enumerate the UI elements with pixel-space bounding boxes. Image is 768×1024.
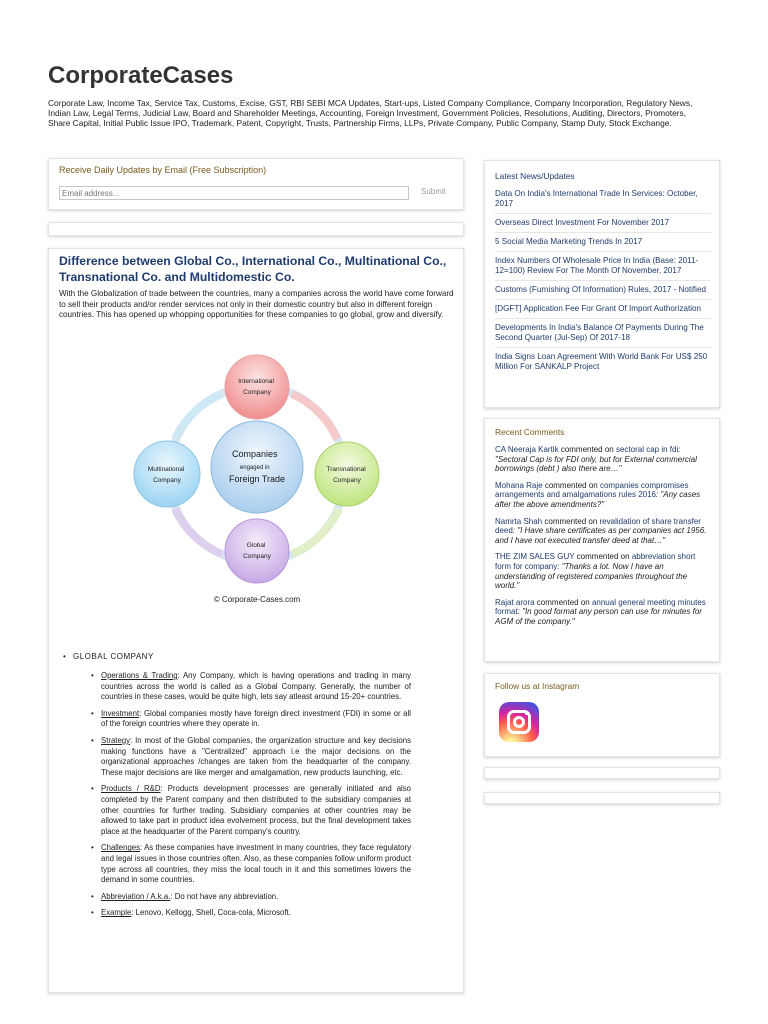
comment-post-link[interactable]: sectoral cap in fdi: [615, 445, 679, 454]
global-company-node: [225, 519, 289, 583]
post-title[interactable]: Difference between Global Co., International Co., Multinational Co., Transnational Co. and Multidomestic Co.: [59, 254, 447, 284]
email-input[interactable]: [59, 186, 409, 200]
empty-widget: [48, 222, 464, 236]
comment-author[interactable]: CA Neeraja Kartik: [495, 445, 559, 454]
submit-button[interactable]: Submit: [421, 187, 446, 196]
list-item: [101, 709, 411, 730]
multinational-label-1: Multinational: [147, 466, 185, 473]
post-article: [48, 248, 464, 993]
point-label: Products / R&D: [101, 784, 161, 794]
center-label-2: engaged in: [239, 465, 270, 471]
news-link[interactable]: Data On India's International Trade In Services: October, 2017: [495, 189, 711, 214]
comment-text: : "Any cases after the above amendments?": [495, 490, 701, 509]
instagram-title: Follow us at Instagram: [495, 681, 580, 691]
comment-connector: commented on: [534, 597, 592, 607]
comment-connector: commented on: [558, 445, 616, 454]
comment-text: : "I Have share certificates as per companies act 1956. and I have not executed transfer deed at that…": [495, 526, 707, 545]
comment-author[interactable]: THE ZIM SALES GUY: [495, 552, 575, 562]
subscribe-title: Receive Daily Updates by Email (Free Subscription): [59, 165, 267, 175]
global-label-2: Company: [243, 553, 271, 560]
point-label: Abbreviation / A.k.a.: [101, 891, 171, 901]
diagram-credit: © Corporate-Cases.com: [213, 595, 301, 604]
subscribe-widget: [48, 158, 464, 210]
list-item: [101, 908, 411, 919]
point-text: : Lenovo, Kellogg, Shell, Coca-cola, Microsoft.: [131, 908, 291, 918]
comment-connector: commented on: [542, 480, 600, 490]
list-item: [101, 892, 411, 903]
comment-text: : "Sectoral Cap is for FDI only, but for External commercial borrowings (debt ) also there are…": [495, 445, 697, 474]
list-item: [101, 784, 411, 837]
instagram-widget: [484, 673, 720, 757]
instagram-icon-dot: [525, 712, 528, 715]
ring-arc-top-left: [175, 394, 222, 439]
point-text: : Products development processes are generally initiated and also completed by the Parent company and then distributed to the subsidiary companies at other countries for further trading. Subsidiary companies at other countries may be allowed to take part in product idea evolvement process, but the final development takes place at the headquarter of the Parent company's country.: [101, 784, 412, 836]
list-item: [495, 517, 713, 546]
latest-news-widget: [484, 160, 720, 408]
point-text: : Do not have any abbreviation.: [170, 891, 279, 901]
multinational-label-2: Company: [153, 477, 181, 484]
list-item: [101, 671, 411, 703]
comment-post-link[interactable]: abbreviation short form for company: [495, 552, 696, 571]
ring-arc-top-right: [292, 394, 337, 439]
center-label-1: Companies: [232, 449, 278, 459]
site-header: [48, 62, 708, 129]
news-link[interactable]: 5 Social Media Marketing Trends In 2017: [495, 237, 711, 252]
news-link[interactable]: Developments In India's Balance Of Payments During The Second Quarter (Jul-Sep) Of 2017-18: [495, 323, 711, 348]
point-label: Strategy: [101, 735, 131, 745]
ring-arc-bottom-left: [175, 509, 222, 554]
news-link[interactable]: [DGFT] Application Fee For Grant Of Import Authorization: [495, 304, 711, 319]
point-label: Operations & Trading: [101, 671, 178, 680]
recent-comments-widget: [484, 418, 720, 662]
comment-connector: commented on: [574, 552, 632, 562]
news-link[interactable]: Customs (Furnishing Of Information) Rules, 2017 - Notified: [495, 285, 711, 300]
comment-connector: commented on: [542, 516, 600, 526]
list-item: [495, 552, 713, 590]
point-label: Challenges: [101, 843, 141, 853]
ring-arc-bottom-right: [292, 509, 339, 554]
comment-author[interactable]: Namrta Shah: [495, 516, 543, 526]
companies-diagram: [127, 354, 387, 604]
point-label: Investment: [101, 708, 140, 718]
comment-list: [495, 445, 713, 634]
site-title[interactable]: CorporateCases: [48, 62, 234, 89]
comment-author[interactable]: Rajat arora: [495, 597, 535, 607]
comments-title: Recent Comments: [495, 427, 565, 437]
list-item: [495, 445, 713, 474]
empty-widget: [484, 767, 720, 779]
comment-text: : "In good format any person can use for minutes for AGM of the company.": [495, 607, 702, 626]
transnational-label-2: Company: [333, 477, 361, 484]
point-text: : As these companies have investment in many countries, they face regulatory and legal issues in those countries often. Also, as these companies follow uniform product type across all countries, they miss the local touch in it and this sometimes lowers the demand in some countries.: [101, 843, 411, 885]
list-item: [495, 598, 713, 627]
multinational-company-node: [134, 441, 200, 507]
point-text: : Global companies mostly have foreign direct investment (FDI) in some or all of the foreign countries where they operate in.: [101, 708, 411, 729]
news-title: Latest News/Updates: [495, 171, 575, 181]
comment-post-link[interactable]: annual general meeting minutes format: [495, 597, 706, 617]
point-label: Example: [101, 908, 132, 918]
international-label-2: Company: [243, 389, 271, 396]
point-text: : In most of the Global companies, the organization structure and key decisions making functions have a "Centralized" approach i.e the major decisions on the organizational approaches /changes are taken from the headquarter of the company. These major decisions are like merger and amalgamation, new products launching, etc.: [101, 735, 411, 777]
center-label-3: Foreign Trade: [228, 474, 286, 484]
empty-widget: [484, 792, 720, 804]
news-link[interactable]: India Signs Loan Agreement With World Bank For US$ 250 Million For SANKALP Project: [495, 352, 708, 371]
comment-text: : "Thanks a lot. Now I have an understanding of registered companies throughout the world.": [495, 561, 688, 591]
news-link[interactable]: Index Numbers Of Wholesale Price In India (Base: 2011-12=100) Review For The Month Of November, 2017: [495, 256, 711, 281]
comment-post-link[interactable]: revalidation of share transfer deed: [495, 516, 701, 536]
transnational-label-1: Transnational: [326, 466, 366, 473]
list-item: [101, 736, 411, 778]
instagram-icon-lens: [513, 716, 525, 728]
transnational-company-node: [315, 442, 379, 506]
international-label-1: International: [238, 378, 274, 385]
news-list: [495, 189, 711, 380]
international-company-node: [225, 355, 289, 419]
global-label-1: Global: [246, 542, 266, 549]
instagram-icon[interactable]: [499, 702, 539, 742]
list-item: [101, 843, 411, 885]
post-intro: With the Globalization of trade between the countries, many a companies across the world have come forward to sell their products and/or render services not only in their domestic country but also in different foreign countries. This has opened up whopping opportunities for these companies to go global, grow and diversify.: [59, 289, 454, 320]
comment-author[interactable]: Mohana Raje: [495, 480, 543, 490]
global-company-points: [101, 671, 411, 925]
point-text: : Any Company, which is having operations and trading in many countries across the world is called as a Global Company. Generally, the number of countries in these cases, would be quite high, lets say atleast around 15-20+ countries.: [101, 671, 411, 702]
news-link[interactable]: Overseas Direct Investment For November 2017: [495, 218, 711, 233]
list-item: [495, 481, 713, 510]
site-description: Corporate Law, Income Tax, Service Tax, Customs, Excise, GST, RBI SEBI MCA Updates, Start-ups, Listed Company Compliance, Company Incorporation, Regulatory News, Indian Law, Legal Terms, Judicial Law, Board and Shareholder Meetings, Accounting, Foreign Investment, Government Policies, Resolutions, Auditing, Directors, Promoters, Share Capital, Initial Public Issue IPO, Trademark, Patent, Copyright, Trusts, Partnership Firms, LLPs, Private Company, Public Company, Stamp Duty, Stock Exchange.: [48, 98, 693, 129]
comment-post-link[interactable]: companies compromises arrangements and amalgamations rules 2016: [495, 480, 689, 500]
section-heading: • GLOBAL COMPANY: [73, 652, 154, 661]
